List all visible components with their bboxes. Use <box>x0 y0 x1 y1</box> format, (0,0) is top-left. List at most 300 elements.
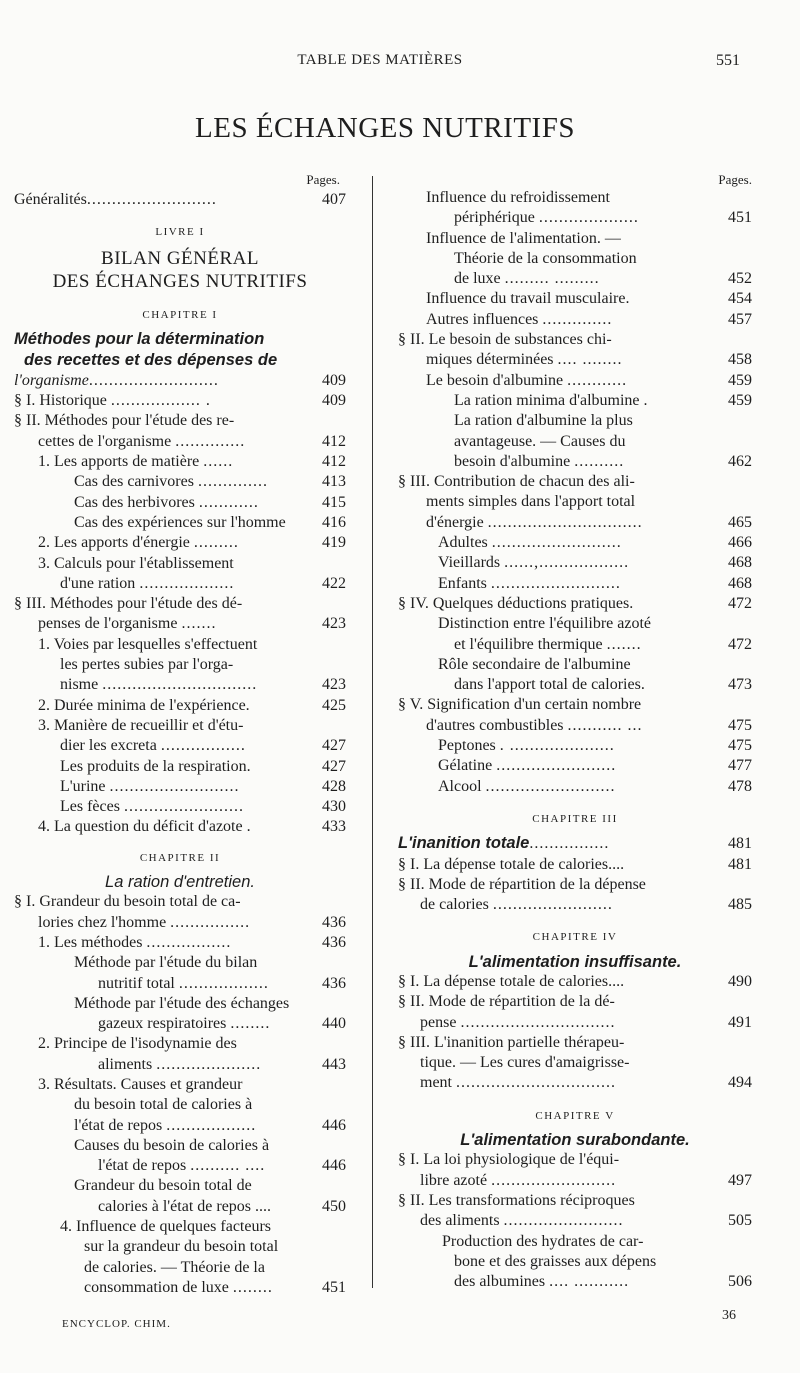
toc-entry-leader: ............ <box>198 493 259 511</box>
toc-entry-text: § I. La dépense totale de calories.... <box>398 855 625 873</box>
toc-entry <box>14 472 346 492</box>
toc-entry <box>14 533 346 553</box>
toc-entry-text: nisme <box>60 676 99 694</box>
toc-entry-leader: ............................... <box>460 1013 616 1031</box>
toc-entry-leader: .................. . <box>110 392 211 410</box>
toc-entry-page: 430 <box>322 798 346 816</box>
toc-entry <box>398 411 752 431</box>
toc-entry-text: Cas des carnivores <box>74 473 194 491</box>
toc-entry <box>398 472 752 492</box>
toc-entry-text: Adultes <box>438 534 488 552</box>
toc-entry-text: Gélatine <box>438 757 493 775</box>
livre-title-2: DES ÉCHANGES NUTRITIFS <box>52 270 308 292</box>
toc-entry <box>14 716 346 736</box>
toc-entry-page: 494 <box>728 1074 752 1092</box>
toc-entry-text: Rôle secondaire de l'albumine <box>438 655 631 673</box>
toc-entry-page: 458 <box>728 351 752 369</box>
toc-entry <box>398 756 752 776</box>
toc-entry-text: 2. Les apports d'énergie <box>38 534 190 552</box>
toc-entry-text: § II. Le besoin de substances chi- <box>398 331 612 349</box>
livre-label: LIVRE I <box>155 226 205 239</box>
chapter-5-entries <box>398 1150 752 1292</box>
toc-entry-leader: ......................... <box>491 1171 617 1189</box>
toc-entry-text: d'une ration <box>60 574 136 592</box>
toc-entry <box>14 655 346 675</box>
chapter-2-entries <box>14 892 346 1298</box>
toc-entry-text: de calories <box>420 896 489 914</box>
toc-entry-leader: .............. <box>542 310 613 328</box>
toc-entry-text: périphérique <box>454 209 535 227</box>
toc-entry-leader: ........... ... <box>567 716 643 734</box>
toc-entry-text: 2. Durée minima de l'expérience. <box>38 696 250 714</box>
toc-entry-page: 425 <box>322 696 346 714</box>
toc-entry-text: Causes du besoin de calories à <box>74 1136 270 1154</box>
toc-entry-text: § II. Mode de répartition de la dé- <box>398 993 615 1011</box>
toc-entry <box>14 1095 346 1115</box>
toc-entry <box>398 188 752 208</box>
page-number: 551 <box>716 52 740 69</box>
toc-entry-text: 3. Résultats. Causes et grandeur <box>38 1075 243 1093</box>
toc-entry-page: 472 <box>728 594 752 612</box>
toc-entry-page: 423 <box>322 676 346 694</box>
toc-entry <box>398 452 752 472</box>
toc-entry-page: 419 <box>322 534 346 552</box>
toc-entry-page: 475 <box>728 716 752 734</box>
toc-entry-text: 1. Les apports de matière <box>38 453 200 471</box>
toc-entry-leader: ................................ <box>456 1074 616 1092</box>
toc-entry-text: La ration d'albumine la plus <box>454 412 633 430</box>
toc-entry <box>398 371 752 391</box>
column-divider <box>372 176 373 1288</box>
toc-entry-page: 459 <box>728 391 752 409</box>
toc-entry <box>14 974 346 994</box>
toc-entry-leader: ........................ <box>503 1212 624 1230</box>
toc-entry <box>398 1252 752 1272</box>
toc-entry <box>14 953 346 973</box>
toc-entry <box>14 594 346 614</box>
toc-entry-text: nutritif total <box>98 974 175 992</box>
toc-entry-leader: ....... <box>606 635 642 653</box>
running-head <box>0 52 800 70</box>
toc-entry <box>398 675 752 695</box>
toc-entry-text: Cas des expériences sur l'homme <box>74 513 286 531</box>
toc-entry-text: pense <box>420 1013 457 1031</box>
toc-entry-leader: ........................ <box>123 798 244 816</box>
toc-entry-text: d'énergie <box>426 513 484 531</box>
toc-entry-page: 436 <box>322 933 346 951</box>
toc-entry-page: 462 <box>728 452 752 470</box>
toc-entry <box>14 817 346 837</box>
toc-entry-text: Influence du refroidissement <box>426 189 610 206</box>
toc-entry <box>14 933 346 953</box>
toc-entry-page: 433 <box>322 818 346 836</box>
toc-entry-leader: ........................ <box>496 757 617 775</box>
toc-entry-text: § V. Signification d'un certain nombre <box>398 696 642 714</box>
toc-entry-text: Production des hydrates de car- <box>442 1232 644 1250</box>
toc-entry-text: sur la grandeur du besoin total <box>84 1238 279 1256</box>
toc-entry-text: Vieillards <box>438 554 501 572</box>
toc-entry-text: § III. L'inanition partielle thérapeu- <box>398 1033 625 1051</box>
toc-entry <box>14 493 346 513</box>
toc-entry <box>14 452 346 472</box>
toc-entry-text: ments simples dans l'apport total <box>426 493 636 511</box>
toc-entry <box>14 635 346 655</box>
toc-entry-text: Les fèces <box>60 798 120 816</box>
toc-entry <box>398 1211 752 1231</box>
toc-entry <box>14 736 346 756</box>
toc-entry <box>398 289 752 309</box>
toc-entry-text: et l'équilibre thermique <box>454 635 603 653</box>
toc-entry-page: 412 <box>322 453 346 471</box>
toc-entry-text: § I. Grandeur du besoin total de ca- <box>14 893 241 911</box>
toc-entry-text: Cas des herbivores <box>74 493 195 511</box>
toc-entry-page: 472 <box>728 635 752 653</box>
toc-entry <box>14 696 346 716</box>
chapter-1-title-c: l'organisme.......................... 409 <box>14 371 346 389</box>
toc-entry <box>398 716 752 736</box>
toc-entry-text: d'autres combustibles <box>426 716 564 734</box>
toc-entry-text: 4. Influence de quelques facteurs <box>60 1218 272 1236</box>
toc-entry-text: § II. Méthodes pour l'étude des re- <box>14 412 235 430</box>
toc-entry-page: 506 <box>728 1273 752 1291</box>
toc-entry-page: 423 <box>322 615 346 633</box>
toc-entry-text: calories à l'état de repos .... <box>98 1197 272 1215</box>
toc-entry-page: 491 <box>728 1013 752 1031</box>
toc-entry-page: 436 <box>322 913 346 931</box>
pages-label: Pages. <box>306 172 340 187</box>
toc-entry-leader: .......................... <box>109 777 240 795</box>
toc-entry <box>14 892 346 912</box>
toc-entry <box>14 554 346 574</box>
toc-entry <box>398 574 752 594</box>
toc-entry-leader: ................ <box>170 913 251 931</box>
toc-entry-page: 446 <box>322 1116 346 1134</box>
toc-entry <box>398 330 752 350</box>
toc-entry-leader: .......................... <box>491 534 622 552</box>
toc-entry-text: Méthode par l'étude des échanges <box>74 994 290 1012</box>
toc-entry <box>14 432 346 452</box>
toc-entry-leader: ....... <box>181 615 217 633</box>
toc-entry <box>14 1055 346 1075</box>
toc-entry <box>14 1237 346 1257</box>
toc-entry-leader: ................... <box>139 574 235 592</box>
toc-entry-leader: ........................ <box>492 896 613 914</box>
toc-entry-text: § II. Les transformations réciproques <box>398 1191 635 1209</box>
running-title: TABLE DES MATIÈRES <box>297 52 463 68</box>
toc-entry-text: 4. La question du déficit d'azote . <box>38 818 251 836</box>
toc-entry-leader: .......................... <box>490 574 621 592</box>
toc-entry <box>14 797 346 817</box>
toc-entry-leader: ...... <box>203 453 234 471</box>
toc-entry <box>398 1073 752 1093</box>
toc-entry-page: 427 <box>322 757 346 775</box>
toc-entry <box>398 350 752 370</box>
toc-entry-generalites: Généralités.......................... 407 <box>14 191 346 208</box>
toc-entry-text: consommation de luxe <box>84 1278 229 1296</box>
toc-entry <box>398 972 752 992</box>
toc-entry-text: § I. La loi physiologique de l'équi- <box>398 1151 620 1169</box>
toc-entry <box>398 1191 752 1211</box>
toc-entry-leader: ......,.................. <box>504 554 630 572</box>
toc-entry-page: 446 <box>322 1157 346 1175</box>
toc-entry-text: de calories. — Théorie de la <box>84 1258 265 1276</box>
page-title: LES ÉCHANGES NUTRITIFS <box>195 112 575 144</box>
signature-number: 36 <box>722 1308 736 1323</box>
chapter-3-label: CHAPITRE III <box>532 812 618 825</box>
toc-entry <box>14 1156 346 1176</box>
toc-entry <box>14 994 346 1014</box>
toc-entry-text: § III. Contribution de chacun des ali- <box>398 473 635 491</box>
toc-entry-text: miques déterminées <box>426 351 554 369</box>
toc-entry <box>398 695 752 715</box>
toc-entry-text: du besoin total de calories à <box>74 1096 253 1114</box>
toc-entry <box>398 1013 752 1033</box>
chapter-3-title: L'inanition totale................ 481 <box>398 834 752 853</box>
toc-entry <box>14 574 346 594</box>
chapter-2-title: La ration d'entretien. <box>105 873 255 892</box>
toc-entry-text: gazeux respiratoires <box>98 1015 227 1033</box>
toc-entry-page: 454 <box>728 290 752 308</box>
toc-entry-text: lories chez l'homme <box>38 913 167 931</box>
toc-entry-page: 409 <box>322 392 346 410</box>
toc-entry-page: 485 <box>728 896 752 914</box>
toc-entry <box>398 1033 752 1053</box>
toc-entry-text: § IV. Quelques déductions pratiques. <box>398 594 634 612</box>
toc-entry-page: 468 <box>728 554 752 572</box>
toc-entry-page: 468 <box>728 574 752 592</box>
toc-entry-text: Alcool <box>438 777 482 795</box>
toc-entry-text: de luxe <box>454 270 501 288</box>
toc-entry-leader: .......................... <box>485 777 616 795</box>
chapter-5-label: CHAPITRE V <box>535 1109 615 1122</box>
toc-entry <box>14 1197 346 1217</box>
toc-entry-text: libre azoté <box>420 1171 488 1189</box>
toc-entry-text: Théorie de la consommation <box>454 249 637 267</box>
toc-entry-text: Peptones <box>438 737 496 755</box>
toc-entry-page: 466 <box>728 534 752 552</box>
toc-entry <box>398 736 752 756</box>
toc-entry-text: avantageuse. — Causes du <box>454 432 626 450</box>
toc-entry-page: 427 <box>322 737 346 755</box>
chapter-3-entries <box>398 855 752 916</box>
toc-entry-leader: .................. <box>178 974 269 992</box>
toc-entry <box>398 229 752 249</box>
toc-entry <box>14 1176 346 1196</box>
toc-entry-page: 457 <box>728 310 752 328</box>
toc-entry-page: 428 <box>322 777 346 795</box>
toc-entry <box>398 875 752 895</box>
toc-entry-page: 473 <box>728 676 752 694</box>
toc-entry <box>14 411 346 431</box>
toc-entry-page: 505 <box>728 1212 752 1230</box>
toc-entry-page: 413 <box>322 473 346 491</box>
toc-entry-page: 465 <box>728 513 752 531</box>
toc-entry-text: Autres influences <box>426 310 539 328</box>
pages-label-right: Pages. <box>718 172 752 187</box>
toc-entry-text: des aliments <box>420 1212 500 1230</box>
toc-entry-leader: .... ........... <box>549 1273 630 1291</box>
toc-entry <box>398 553 752 573</box>
chapter-4-label: CHAPITRE IV <box>532 931 618 944</box>
toc-entry-leader: .......... <box>574 452 625 470</box>
toc-entry <box>14 1014 346 1034</box>
toc-entry-text: Les produits de la respiration. <box>60 757 251 775</box>
toc-entry-text: l'état de repos <box>98 1157 187 1175</box>
toc-entry-text: Le besoin d'albumine <box>426 371 564 389</box>
toc-entry <box>14 1116 346 1136</box>
toc-entry-page: 452 <box>728 270 752 288</box>
toc-entry-leader: ................. <box>160 737 246 755</box>
chapter-1-title-a: Méthodes pour la détermination <box>14 329 265 348</box>
toc-entry-page: 477 <box>728 757 752 775</box>
toc-entry-text: § II. Mode de répartition de la dépense <box>398 875 646 893</box>
toc-entry-page: 451 <box>728 209 752 227</box>
toc-entry-text: § I. La dépense totale de calories.... <box>398 972 625 990</box>
toc-entry <box>398 1232 752 1252</box>
toc-entry-leader: ........ <box>232 1278 273 1296</box>
toc-entry <box>398 533 752 553</box>
toc-entry-leader: ........ <box>230 1015 271 1033</box>
chapter-4-title: L'alimentation insuffisante. <box>468 952 682 971</box>
toc-entry-text: cettes de l'organisme <box>38 432 172 450</box>
chapter-2-continued-entries <box>398 188 752 797</box>
toc-entry <box>14 614 346 634</box>
toc-entry-text: Influence du travail musculaire. <box>426 290 630 308</box>
toc-entry <box>398 855 752 875</box>
toc-entry-leader: ............................... <box>487 513 643 531</box>
toc-entry-page: 422 <box>322 574 346 592</box>
toc-entry-page: 412 <box>322 432 346 450</box>
toc-entry <box>14 1278 346 1298</box>
toc-entry-text: 2. Principe de l'isodynamie des <box>38 1035 237 1053</box>
toc-entry-text: penses de l'organisme <box>38 615 178 633</box>
signature-mark: ENCYCLOP. CHIM. <box>62 1318 171 1330</box>
toc-entry-leader: ............................... <box>102 676 258 694</box>
chapter-4-entries <box>398 972 752 1094</box>
toc-entry-text: 3. Manière de recueillir et d'étu- <box>38 716 244 734</box>
toc-entry-page: 436 <box>322 974 346 992</box>
toc-entry <box>14 1075 346 1095</box>
toc-entry <box>398 249 752 269</box>
toc-entry <box>398 1171 752 1191</box>
toc-entry <box>14 1034 346 1054</box>
toc-entry <box>398 594 752 614</box>
toc-entry <box>398 391 752 411</box>
toc-entry-text: l'état de repos <box>74 1116 163 1134</box>
left-column <box>14 172 346 1298</box>
toc-entry-text: dans l'apport total de calories. <box>454 676 645 694</box>
toc-entry <box>398 1272 752 1292</box>
toc-entry-leader: ......... ......... <box>504 270 600 288</box>
toc-entry-leader: . ..................... <box>499 737 615 755</box>
toc-entry-page: 451 <box>322 1278 346 1296</box>
toc-entry <box>398 992 752 1012</box>
toc-entry-leader: ................. <box>146 933 232 951</box>
toc-entry-page: 475 <box>728 737 752 755</box>
toc-entry-text: L'urine <box>60 777 106 795</box>
toc-entry-page: 481 <box>728 855 752 873</box>
toc-entry-page: 478 <box>728 777 752 795</box>
toc-entry <box>398 1053 752 1073</box>
toc-entry-text: besoin d'albumine <box>454 452 571 470</box>
chapter-2-label: CHAPITRE II <box>139 851 221 864</box>
toc-entry-text: 3. Calculs pour l'établissement <box>38 554 234 572</box>
toc-entry <box>14 1136 346 1156</box>
toc-entry-page: 490 <box>728 972 752 990</box>
toc-entry <box>14 1217 346 1237</box>
toc-entry <box>14 675 346 695</box>
toc-entry-text: § III. Méthodes pour l'étude des dé- <box>14 595 243 613</box>
toc-entry <box>398 777 752 797</box>
toc-entry <box>398 614 752 634</box>
toc-entry <box>14 777 346 797</box>
toc-entry <box>14 757 346 777</box>
toc-entry <box>398 635 752 655</box>
toc-entry-text: ment <box>420 1074 452 1092</box>
toc-entry-page: 415 <box>322 493 346 511</box>
livre-title-1: BILAN GÉNÉRAL <box>101 247 259 269</box>
toc-entry-text: Influence de l'alimentation. — <box>426 229 621 247</box>
toc-entry <box>398 310 752 330</box>
toc-entry-text: aliments <box>98 1055 153 1073</box>
toc-entry-leader: .... ........ <box>557 351 623 369</box>
toc-entry-leader: .......... .... <box>190 1157 266 1175</box>
toc-entry <box>398 269 752 289</box>
chapter-1-title-b: des recettes et des dépenses de <box>24 350 278 369</box>
toc-entry-text: 1. Les méthodes <box>38 933 143 951</box>
toc-entry <box>14 913 346 933</box>
right-column <box>398 172 752 1292</box>
toc-entry <box>398 655 752 675</box>
toc-entry-text: Grandeur du besoin total de <box>74 1177 252 1195</box>
toc-entry-leader: ............ <box>567 371 628 389</box>
toc-entry-leader: ......... <box>193 534 239 552</box>
toc-entry-leader: .................. <box>166 1116 257 1134</box>
toc-entry-text: § I. Historique <box>14 392 107 410</box>
toc-entry-leader: .............. <box>197 473 268 491</box>
toc-entry-page: 459 <box>728 371 752 389</box>
chapter-1-entries <box>14 391 346 838</box>
toc-entry <box>14 513 346 533</box>
toc-entry-text: La ration minima d'albumine . <box>454 391 648 409</box>
toc-entry-text: dier les excreta <box>60 737 157 755</box>
toc-entry <box>398 432 752 452</box>
toc-entry-text: bone et des graisses aux dépens <box>454 1252 657 1270</box>
toc-entry <box>398 895 752 915</box>
toc-entry <box>398 492 752 512</box>
toc-entry <box>14 391 346 411</box>
toc-entry <box>398 208 752 228</box>
toc-entry-text: Enfants <box>438 574 487 592</box>
toc-entry-leader: ..................... <box>156 1055 262 1073</box>
toc-entry-leader: .............. <box>175 432 246 450</box>
chapter-1-label: CHAPITRE I <box>142 308 218 321</box>
toc-entry-text: tique. — Les cures d'amaigrisse- <box>420 1054 630 1072</box>
toc-entry-page: 440 <box>322 1015 346 1033</box>
toc-entry-page: 416 <box>322 513 346 531</box>
toc-entry <box>14 1258 346 1278</box>
toc-entry <box>398 513 752 533</box>
toc-entry-page: 443 <box>322 1055 346 1073</box>
toc-entry-text: des albumines <box>454 1273 546 1291</box>
toc-entry-leader: .................... <box>538 209 639 227</box>
toc-entry-text: Méthode par l'étude du bilan <box>74 954 258 972</box>
toc-entry <box>398 1150 752 1170</box>
toc-entry-text: Distinction entre l'équilibre azoté <box>438 615 652 633</box>
toc-entry-text: les pertes subies par l'orga- <box>60 656 234 674</box>
chapter-5-title: L'alimentation surabondante. <box>460 1131 690 1150</box>
toc-entry-text: 1. Voies par lesquelles s'effectuent <box>38 635 258 653</box>
